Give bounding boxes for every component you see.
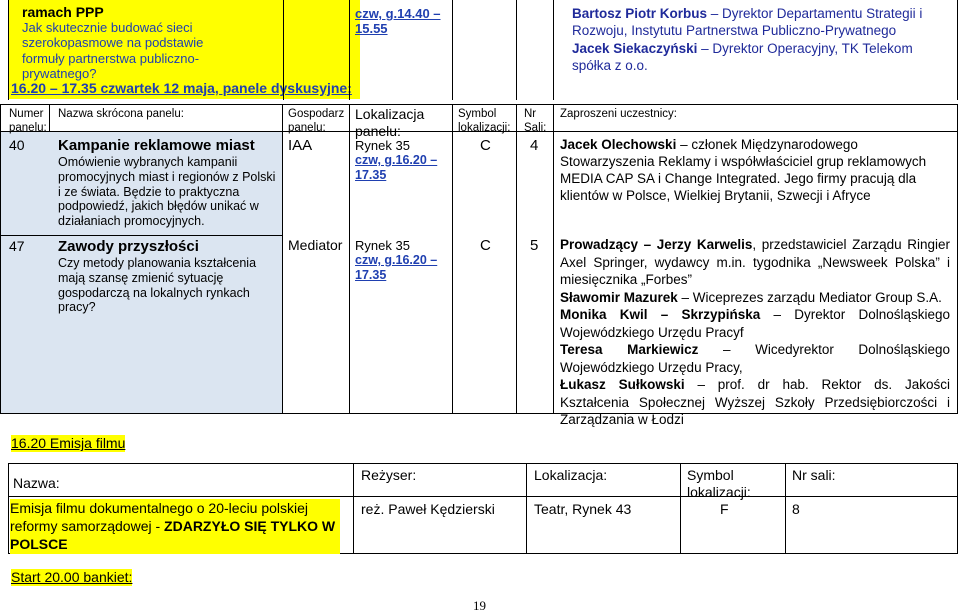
film-header-location: Lokalizacja:: [534, 467, 608, 483]
film-director: reż. Paweł Kędzierski: [361, 501, 495, 517]
row1-guest-rest: – członek Międzynarodowego Stowarzyszenia Reklamy i współwłaściciel grup reklamowych MEDIA CAP SA i Change Integrated. Jego firmy pracują dla klientów w Polsce, Wielkiej Brytanii, Szwecji i Afryce: [560, 137, 927, 203]
row2-host: Mediator: [288, 237, 343, 253]
row2-g4-name: Teresa Markiewicz: [560, 342, 699, 358]
desc-p2-rest: – Dyrektor Operacyjny, TK Telekom spółka z o.o.: [572, 40, 913, 73]
row1-room: 4: [530, 137, 539, 154]
row1-location: Rynek 35: [355, 138, 410, 153]
row2-g1-role: Prowadzący: [560, 237, 639, 252]
film-header-director: Reżyser:: [361, 467, 417, 483]
row2-number: 47: [9, 238, 25, 254]
row2-g5-rest: – prof. dr hab. Rektor ds. Jakości Kształcenia Społecznej Wyższej Szkoły Przedsiębiorczości i Zarządzania w Łodzi: [560, 377, 950, 428]
header-location: Lokalizacja panelu:: [355, 106, 425, 139]
row2-symbol: C: [480, 237, 491, 254]
row2-time: czw, g.16.20 – 17.35: [355, 253, 438, 282]
top-time-line: 16.20 – 17.35 czwartek 12 maja, panele dyskusyjne:: [11, 80, 352, 96]
row2-location: Rynek 35: [355, 238, 410, 253]
film-header-room: Nr sali:: [792, 467, 836, 483]
film-header-name: Nazwa:: [13, 475, 60, 491]
top-divider-4: [516, 0, 517, 100]
film-section-title: 16.20 Emisja filmu: [11, 435, 126, 451]
top-subtitle: Jak skutecznie budować sieci szerokopasmowe na podstawie formuły partnerstwa publiczno-prywatnego?: [22, 20, 204, 81]
row2-g4-rest: – Wicedyrektor Dolnośląskiego Wojewódzkiego Urzędu Pracy,: [560, 342, 950, 375]
film-table: [8, 463, 958, 559]
desc-p2-name: Jacek Siekaczyński: [572, 40, 698, 56]
row2-guests: [560, 236, 950, 429]
top-divider-2: [349, 0, 350, 100]
film-col-line-5: [957, 463, 958, 553]
row1-symbol: C: [480, 137, 491, 154]
film-name-plain: Emisja filmu dokumentalnego o 20-leciu polskiej reformy samorządowej -: [10, 500, 309, 535]
row1-number: 40: [9, 137, 25, 153]
top-divider-1: [283, 0, 284, 100]
top-time-right: czw, g.14.40 – 15.55: [355, 6, 441, 37]
top-divider-3: [452, 0, 453, 100]
film-col-line-1: [353, 463, 354, 553]
film-location: Teatr, Rynek 43: [534, 501, 632, 517]
row2-g3-rest: – Dyrektor Dolnośląskiego Wojewódzkiego Urzędu Pracyf: [560, 307, 951, 340]
film-col-line-0: [8, 463, 9, 553]
header-number: Numer panelu:: [9, 108, 47, 134]
row1-desc: Omówienie wybranych kampanii promocyjnych miast i regionów z Polski i ze świata. Będzie to praktyczna podpowiedź, jakich błędów unikać w działaniach promocyjnych.: [58, 155, 276, 228]
header-room: Nr Sali:: [524, 108, 547, 134]
desc-p1-rest: – Dyrektor Departamentu Strategii i Rozwoju, Instytutu Partnerstwa Publiczno-Prywatnego: [572, 6, 923, 39]
header-host: Gospodarz panelu:: [288, 108, 345, 134]
row2-g2-rest: – Wiceprezes zarządu Mediator Group S.A.: [677, 289, 942, 305]
row2-g1-name: – Jerzy Karwelis: [638, 237, 753, 252]
header-short-name: Nazwa skrócona panelu:: [58, 108, 184, 120]
row1-time: czw, g.16.20 – 17.35: [355, 153, 438, 182]
row1-host: IAA: [288, 137, 313, 154]
film-header-symbol: Symbol lokalizacji:: [687, 467, 751, 500]
table-col-line-2: [282, 104, 283, 414]
header-symbol: Symbol lokalizacji:: [458, 108, 511, 134]
row1-guest-name: Jacek Olechowski: [560, 137, 677, 152]
table-row-line: [0, 235, 282, 236]
row2-room: 5: [530, 237, 539, 254]
film-name: [10, 499, 340, 554]
film-name-bold: ZDARZYŁO SIĘ TYLKO W POLSCE: [10, 518, 336, 553]
table-col-line-6: [553, 104, 554, 414]
row1-guests: [560, 137, 955, 205]
row2-title: Zawody przyszłości: [58, 238, 199, 255]
film-col-line-3: [680, 463, 681, 553]
top-divider-5: [553, 0, 554, 100]
page-number: 19: [473, 598, 486, 613]
film-mid-line: [8, 496, 958, 497]
row2-desc: Czy metody planowania kształcenia mają szansę zmienić sytuację gospodarczą na lokalnych rynkach pracy?: [58, 256, 257, 315]
top-description: [572, 5, 952, 74]
table-col-line-1: [49, 104, 50, 132]
row1-title: Kampanie reklamowe miast: [58, 137, 255, 154]
film-room: 8: [792, 501, 800, 517]
table-col-line-5: [516, 104, 517, 414]
film-top-line: [8, 463, 958, 464]
top-divider-right: [957, 0, 958, 100]
row2-g1-rest: , przedstawiciel Zarządu Ringier Axel Springer, wydawcy m.in. tygodnika „Newsweek Polska” i miesięcznika „Forbes”: [560, 237, 950, 288]
row2-g3-name: Monika Kwil – Skrzypińska: [560, 307, 761, 323]
film-col-line-2: [526, 463, 527, 553]
start-banquet: Start 20.00 bankiet:: [11, 569, 133, 585]
table-col-line-3: [349, 104, 350, 414]
row2-g5-name: Łukasz Sułkowski: [560, 377, 685, 393]
top-title: ramach PPP: [22, 4, 104, 20]
table-col-line-4: [452, 104, 453, 414]
film-symbol: F: [720, 501, 729, 517]
film-col-line-4: [785, 463, 786, 553]
desc-p1-name: Bartosz Piotr Korbus: [572, 6, 708, 21]
top-divider-left: [8, 0, 9, 100]
row2-g2-name: Sławomir Mazurek: [560, 289, 678, 305]
header-guests: Zaproszeni uczestnicy:: [560, 108, 677, 120]
